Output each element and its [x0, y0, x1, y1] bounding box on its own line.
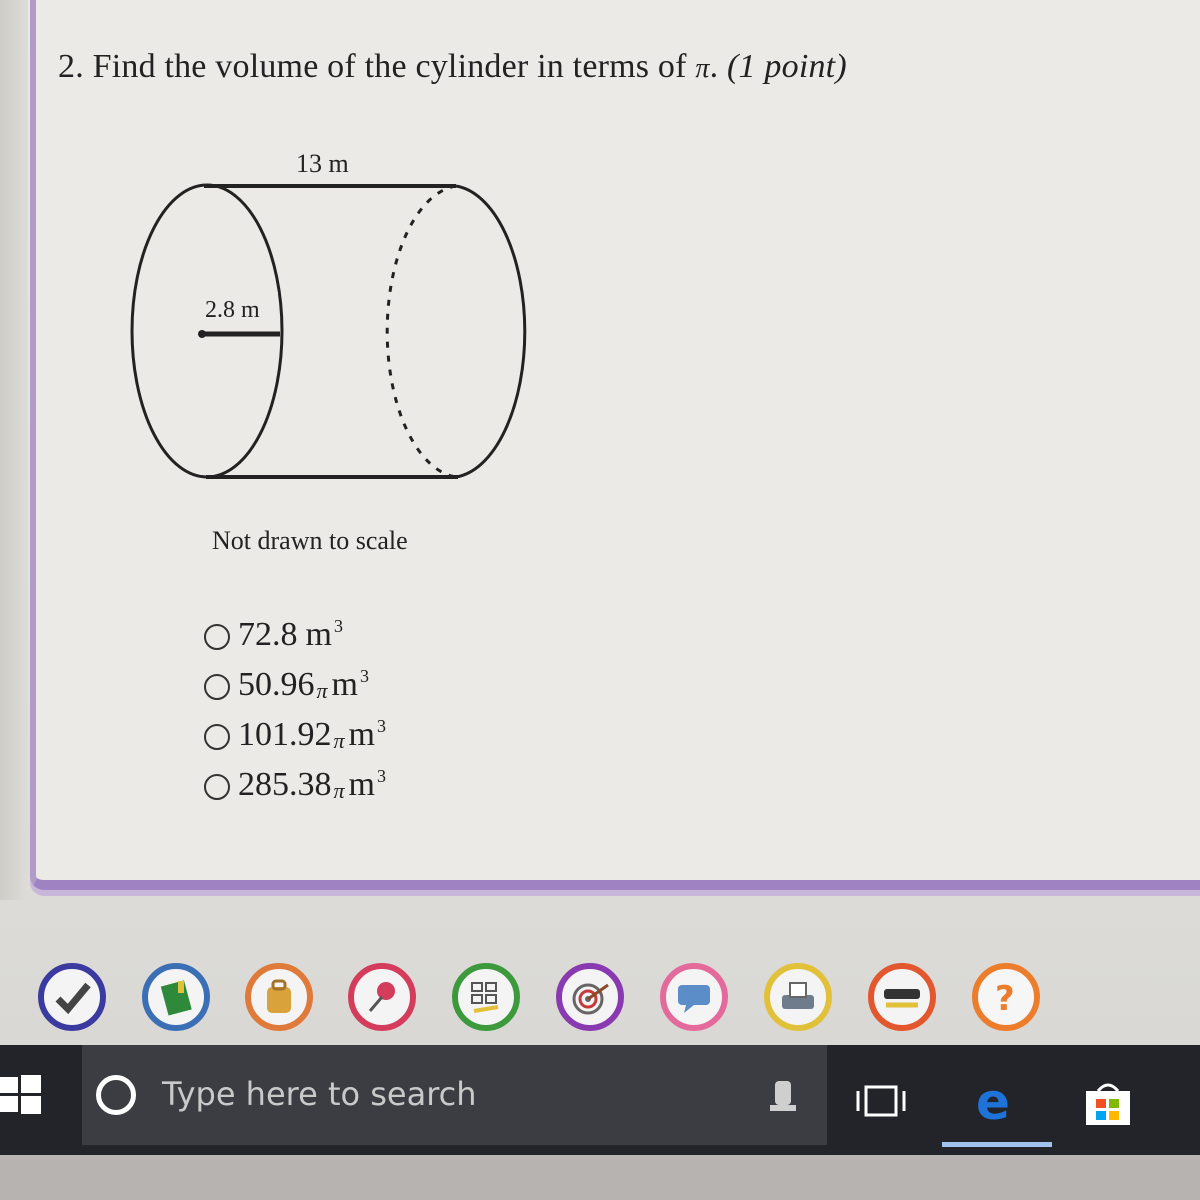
stapler-icon	[882, 977, 922, 1017]
calculator-grid-icon	[466, 977, 506, 1017]
center-point	[198, 330, 206, 338]
target-button[interactable]	[556, 963, 624, 1031]
choice-3[interactable]	[204, 716, 386, 766]
calculator-button[interactable]	[452, 963, 520, 1031]
notebook-button[interactable]	[142, 963, 210, 1031]
choice-1[interactable]	[204, 616, 386, 666]
tool-bar	[0, 945, 1200, 1045]
store-icon[interactable]	[1082, 1081, 1134, 1127]
backpack-icon	[259, 977, 299, 1017]
microphone-icon[interactable]	[766, 1079, 800, 1119]
printer-button[interactable]	[764, 963, 832, 1031]
choice-exponent: 3	[333, 616, 343, 636]
check-button[interactable]	[38, 963, 106, 1031]
radio-button[interactable]	[204, 674, 230, 700]
comment-icon	[674, 977, 714, 1017]
choice-2[interactable]	[204, 666, 386, 716]
device-bezel	[0, 1155, 1200, 1200]
answer-choices	[204, 616, 386, 816]
pi-symbol: π	[316, 678, 328, 703]
active-app-indicator	[942, 1142, 1052, 1147]
printer-icon	[778, 977, 818, 1017]
radius-label: 2.8 m	[205, 297, 260, 323]
help-button[interactable]	[972, 963, 1040, 1031]
pi-symbol: π	[333, 778, 345, 803]
radio-button[interactable]	[204, 774, 230, 800]
radio-button[interactable]	[204, 724, 230, 750]
pi-symbol: π	[695, 53, 710, 84]
question-points: (1 point)	[727, 48, 847, 85]
choice-exponent: 3	[376, 766, 386, 786]
pushpin-button[interactable]	[348, 963, 416, 1031]
task-view-icon[interactable]	[856, 1083, 908, 1119]
notebook-icon	[156, 977, 196, 1017]
choice-value: 101.92	[238, 716, 332, 753]
svg-text:e: e	[976, 1075, 1010, 1125]
question-body: Find the volume of the cylinder in terms of	[92, 48, 687, 85]
pushpin-icon	[362, 977, 402, 1017]
cortana-icon[interactable]	[96, 1075, 136, 1115]
radio-button[interactable]	[204, 624, 230, 650]
back-base-visible-arc	[456, 186, 525, 477]
front-base-ellipse	[132, 185, 282, 477]
question-number: 2.	[58, 48, 84, 85]
choice-unit: m	[348, 716, 375, 753]
choice-value: 72.8	[238, 616, 298, 653]
pi-symbol: π	[333, 728, 345, 753]
question-period: .	[709, 48, 719, 85]
choice-value: 285.38	[238, 766, 332, 803]
windows-start-icon[interactable]	[0, 1075, 42, 1115]
figure-caption: Not drawn to scale	[212, 526, 408, 555]
search-input[interactable]: Type here to search	[162, 1075, 477, 1113]
svg-text:?: ?	[995, 979, 1015, 1017]
choice-4[interactable]	[204, 766, 386, 816]
choice-unit: m	[305, 616, 332, 653]
comment-button[interactable]	[660, 963, 728, 1031]
length-label: 13 m	[296, 149, 349, 178]
taskbar	[0, 1045, 1200, 1155]
choice-unit: m	[348, 766, 375, 803]
choice-exponent: 3	[376, 716, 386, 736]
back-base-hidden-arc	[387, 186, 456, 477]
target-icon	[570, 977, 610, 1017]
edge-browser-icon[interactable]	[970, 1075, 1026, 1125]
choice-exponent: 3	[359, 666, 369, 686]
help-icon	[986, 977, 1026, 1017]
stapler-button[interactable]	[868, 963, 936, 1031]
choice-value: 50.96	[238, 666, 315, 703]
backpack-button[interactable]	[245, 963, 313, 1031]
check-icon	[52, 977, 92, 1017]
choice-unit: m	[331, 666, 358, 703]
